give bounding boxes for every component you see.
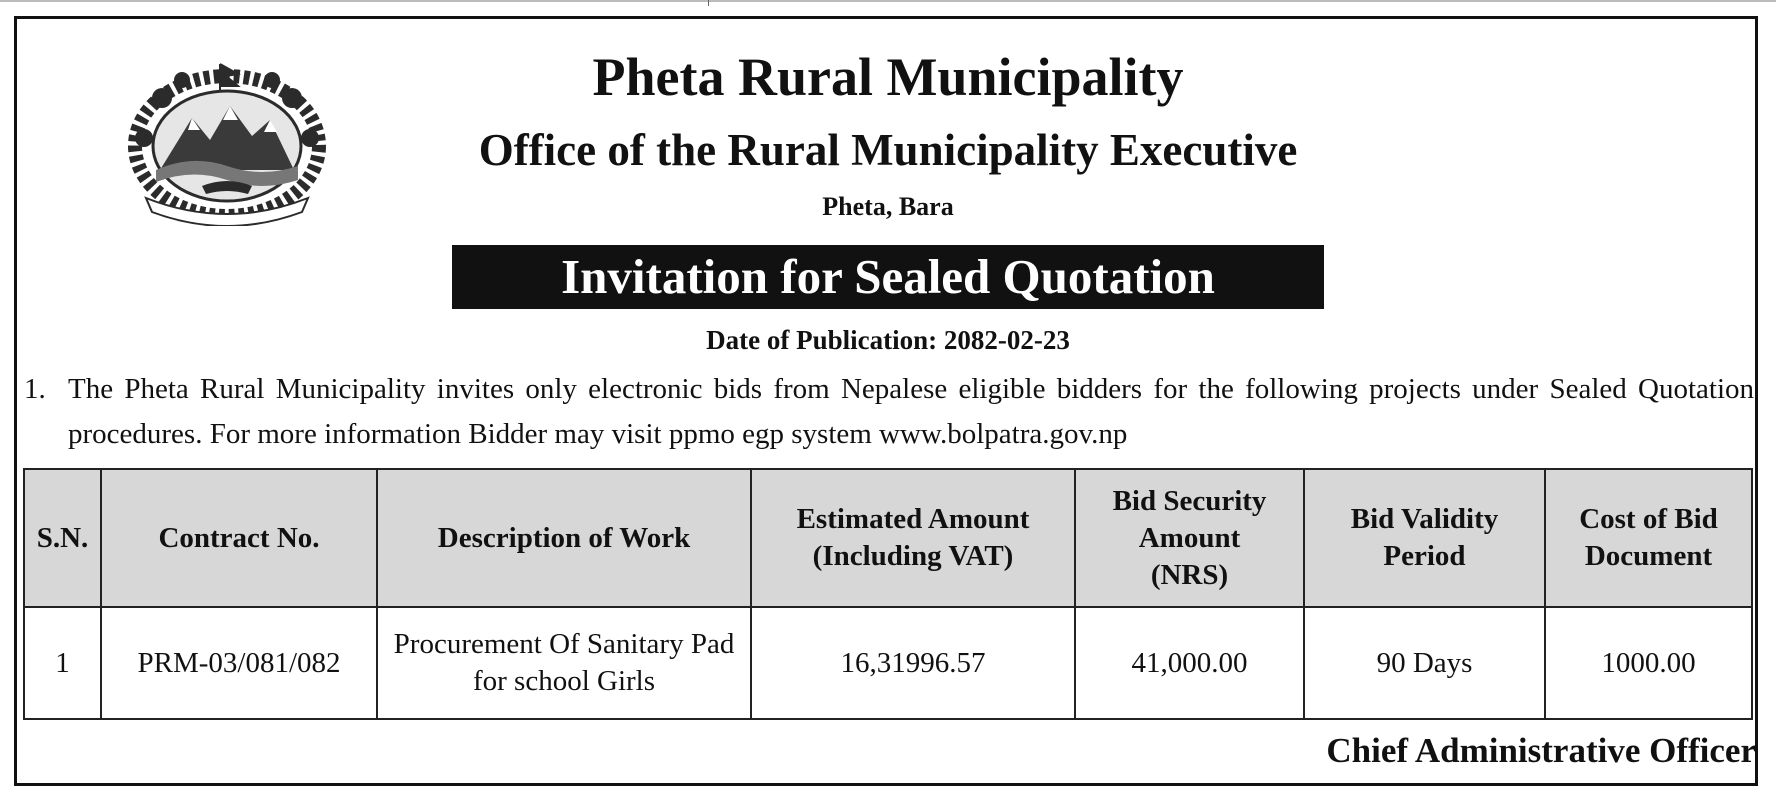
paragraph-text: The Pheta Rural Municipality invites only electronic bids from Nepalese eligible bidders for the following projects under Sealed Quotation procedures. For more information Bidder may visit ppmo egp system www.bolpatra.gov.np xyxy=(68,373,1754,450)
paragraph-number: 1. xyxy=(24,373,46,405)
header-bid-security: Bid Security Amount (NRS) xyxy=(1075,469,1304,607)
cell-description: Procurement Of Sanitary Pad for school Girls xyxy=(377,607,751,719)
location-line: Pheta, Bara xyxy=(822,192,954,221)
cell-cost-of-document: 1000.00 xyxy=(1545,607,1752,719)
top-page-rule xyxy=(0,0,1776,2)
header-description: Description of Work xyxy=(377,469,751,607)
bid-table xyxy=(23,468,1753,720)
header-sn: S.N. xyxy=(24,469,101,607)
header-cost-of-document: Cost of Bid Document xyxy=(1545,469,1752,607)
municipality-title: Pheta Rural Municipality xyxy=(592,47,1184,107)
table-header-row xyxy=(24,469,1752,607)
cell-sn: 1 xyxy=(24,607,101,719)
top-page-tick xyxy=(708,0,709,6)
cell-estimated-amount: 16,31996.57 xyxy=(751,607,1075,719)
cell-bid-security: 41,000.00 xyxy=(1075,607,1304,719)
publication-date: Date of Publication: 2082-02-23 xyxy=(706,325,1070,355)
table-row xyxy=(24,607,1752,719)
signatory: Chief Administrative Officer xyxy=(1326,731,1756,770)
header-estimated-amount: Estimated Amount (Including VAT) xyxy=(751,469,1075,607)
office-title: Office of the Rural Municipality Executive xyxy=(478,125,1298,175)
notice-paragraph xyxy=(24,367,1754,457)
header-bid-validity: Bid Validity Period xyxy=(1304,469,1545,607)
cell-bid-validity: 90 Days xyxy=(1304,607,1545,719)
cell-contract-no: PRM-03/081/082 xyxy=(101,607,377,719)
notice-title-banner: Invitation for Sealed Quotation xyxy=(452,245,1324,309)
header-contract-no: Contract No. xyxy=(101,469,377,607)
